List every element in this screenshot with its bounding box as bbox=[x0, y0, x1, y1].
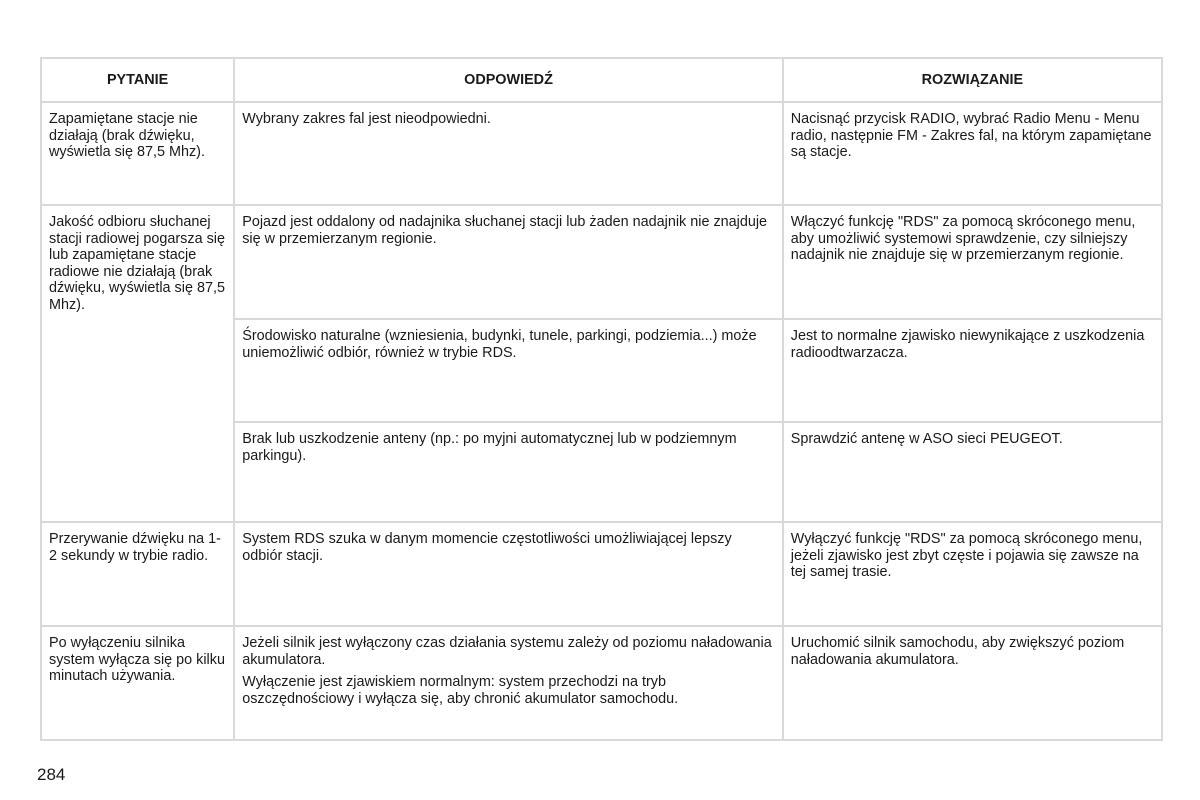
question-cell: Zapamiętane stacje nie działają (brak dźwięku, wyświetla się 87,5 Mhz). bbox=[41, 102, 234, 205]
answer-cell: System RDS szuka w danym momencie częstotliwości umożliwiającej lepszy odbiór stacji. bbox=[234, 522, 783, 626]
solution-cell: Uruchomić silnik samochodu, aby zwiększyć poziom naładowania akumulatora. bbox=[783, 626, 1162, 740]
header-question: PYTANIE bbox=[41, 58, 234, 102]
troubleshooting-table bbox=[40, 57, 1163, 741]
solution-cell: Włączyć funkcję "RDS" za pomocą skróconego menu, aby umożliwić systemowi sprawdzenie, czy silniejszy nadajnik nie znajduje się w przemierzanym regionie. bbox=[783, 205, 1162, 319]
answer-cell: Brak lub uszkodzenie anteny (np.: po myjni automatycznej lub w podziemnym parkingu). bbox=[234, 422, 783, 522]
solution-cell: Nacisnąć przycisk RADIO, wybrać Radio Menu - Menu radio, następnie FM - Zakres fal, na którym zapamiętane są stacje. bbox=[783, 102, 1162, 205]
header-answer: ODPOWIEDŹ bbox=[234, 58, 783, 102]
solution-cell: Jest to normalne zjawisko niewynikające z uszkodzenia radioodtwarzacza. bbox=[783, 319, 1162, 422]
answer-paragraph: Wyłączenie jest zjawiskiem normalnym: system przechodzi na tryb oszczędnościowy i wyłącza się, aby chronić akumulator samochodu. bbox=[242, 674, 679, 707]
table-header-row bbox=[41, 58, 1162, 102]
table-row bbox=[41, 626, 1162, 740]
question-cell: Przerywanie dźwięku na 1-2 sekundy w trybie radio. bbox=[41, 522, 234, 626]
table-row bbox=[41, 205, 1162, 319]
question-cell: Po wyłączeniu silnika system wyłącza się po kilku minutach używania. bbox=[41, 626, 234, 740]
table-row bbox=[41, 522, 1162, 626]
solution-cell: Sprawdzić antenę w ASO sieci PEUGEOT. bbox=[783, 422, 1162, 522]
header-solution: ROZWIĄZANIE bbox=[783, 58, 1162, 102]
answer-cell: Pojazd jest oddalony od nadajnika słuchanej stacji lub żaden nadajnik nie znajduje się w przemierzanym regionie. bbox=[234, 205, 783, 319]
answer-cell: Środowisko naturalne (wzniesienia, budynki, tunele, parkingi, podziemia...) może uniemożliwić odbiór, również w trybie RDS. bbox=[234, 319, 783, 422]
answer-paragraph: Jeżeli silnik jest wyłączony czas działania systemu zależy od poziomu naładowania akumulatora. bbox=[242, 635, 772, 668]
table-row bbox=[41, 102, 1162, 205]
question-cell: Jakość odbioru słuchanej stacji radiowej pogarsza się lub zapamiętane stacje radiowe nie działają (brak dźwięku, wyświetla się 87,5 Mhz). bbox=[41, 205, 234, 522]
page-number: 284 bbox=[37, 765, 66, 784]
answer-cell: Wybrany zakres fal jest nieodpowiedni. bbox=[234, 102, 783, 205]
solution-cell: Wyłączyć funkcję "RDS" za pomocą skróconego menu, jeżeli zjawisko jest zbyt częste i pojawia się zawsze na tej samej trasie. bbox=[783, 522, 1162, 626]
answer-cell bbox=[234, 626, 783, 740]
